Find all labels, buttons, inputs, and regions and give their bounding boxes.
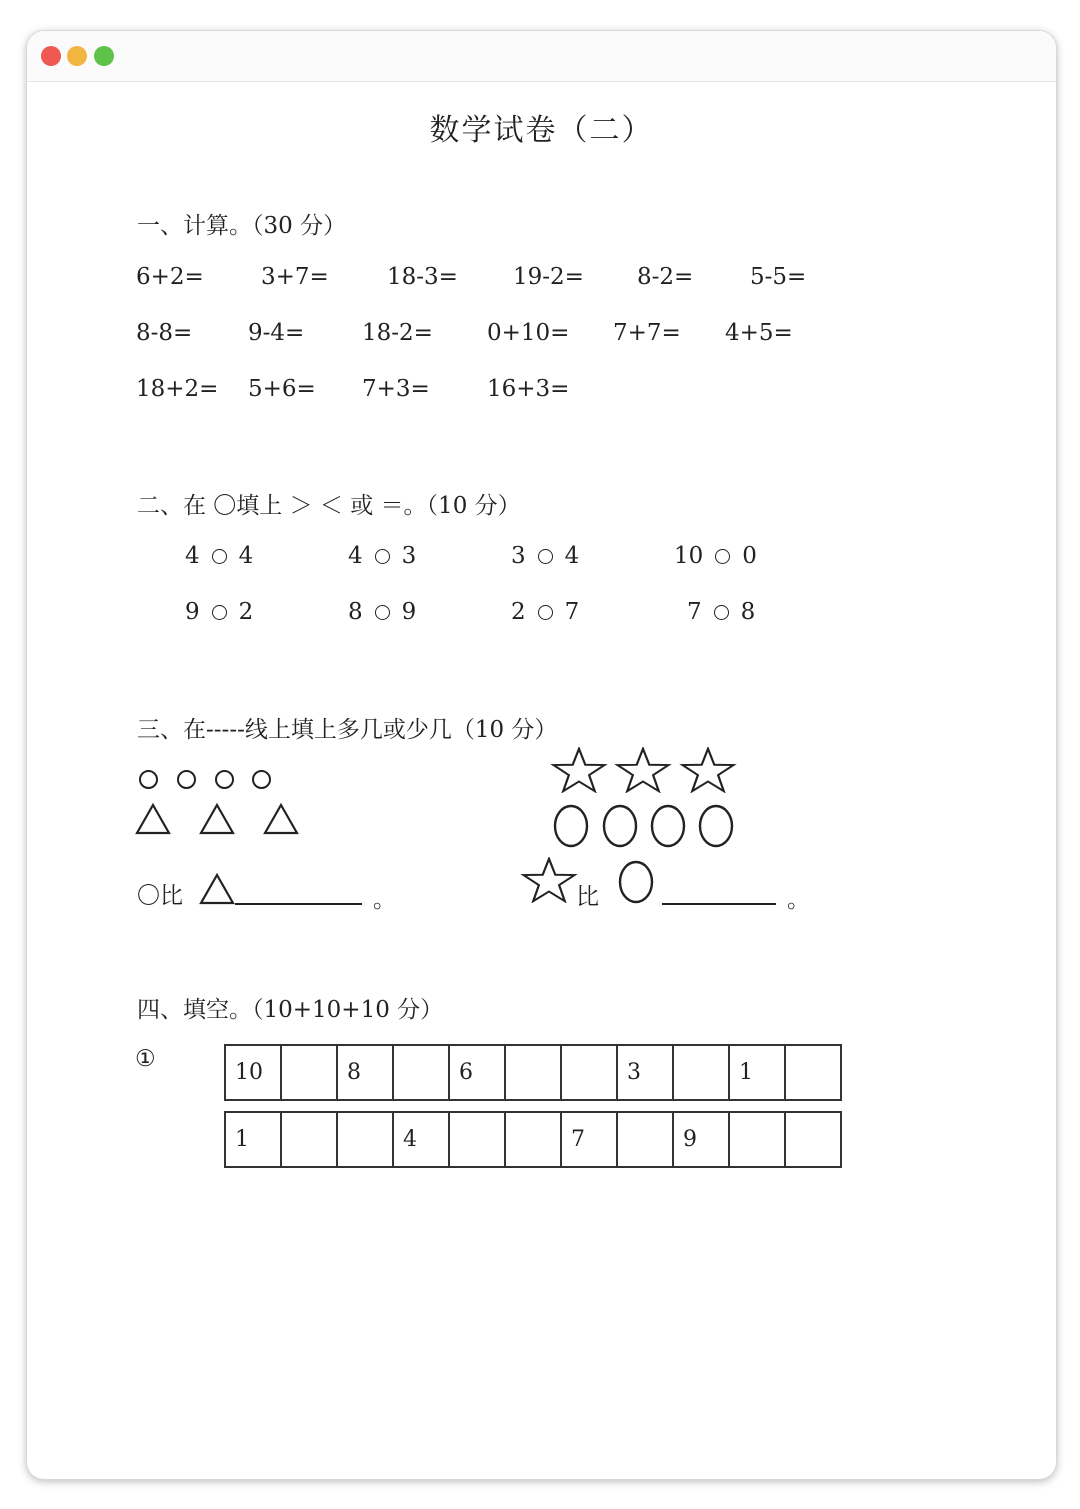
circle-icon [215,770,234,789]
expression: 3+7= [261,264,329,290]
comparison-item [687,599,755,625]
comparison-item [348,599,416,625]
right-number: 8 [740,599,756,625]
expression: 0+10= [487,320,570,346]
answer-circle-icon[interactable] [212,549,227,564]
expression: 18-3= [387,264,458,290]
grid-cell[interactable] [729,1112,785,1167]
right-number: 9 [401,599,417,625]
left-number: 8 [348,599,363,625]
left-number: 7 [687,599,702,625]
grid-cell[interactable] [281,1112,337,1167]
period-mark: 。 [373,887,396,913]
right-number: 0 [742,543,757,569]
left-number: 9 [185,599,200,625]
expression: 9-4= [248,320,305,346]
comparison-item [511,543,579,569]
close-button[interactable] [41,46,61,66]
comparison-item [674,543,757,569]
zoom-button[interactable] [94,46,114,66]
expression: 4+5= [725,320,793,346]
oval-icon [552,803,590,849]
right-number: 4 [238,543,254,569]
expression: 6+2= [136,264,204,290]
grid-cell[interactable] [617,1112,673,1167]
answer-circle-icon[interactable] [715,549,730,564]
grid-cell[interactable] [561,1045,617,1100]
star-icon [520,857,578,903]
grid-cell: 1 [729,1045,785,1100]
window-titlebar [27,31,1056,82]
star-icon [550,747,608,793]
comparison-item [185,543,253,569]
document-window [26,30,1057,1480]
right-number: 3 [401,543,417,569]
expression: 16+3= [487,376,570,402]
answer-blank[interactable] [235,903,362,905]
number-grid-row-1 [224,1044,842,1101]
grid-cell: 3 [617,1045,673,1100]
grid-cell[interactable] [505,1045,561,1100]
expression: 18-2= [362,320,433,346]
item-marker: ① [135,1046,156,1072]
grid-cell: 1 [225,1112,281,1167]
answer-circle-icon[interactable] [375,605,390,620]
answer-circle-icon[interactable] [538,549,553,564]
answer-circle-icon[interactable] [212,605,227,620]
oval-icon [697,803,735,849]
left-number: 10 [674,543,704,569]
expression: 18+2= [136,376,219,402]
left-number: 2 [511,599,526,625]
comparison-item [185,599,253,625]
grid-cell[interactable] [449,1112,505,1167]
star-icon [614,747,672,793]
grid-cell[interactable] [785,1045,841,1100]
expression: 7+7= [613,320,681,346]
comparison-item [511,599,579,625]
expression: 5-5= [750,264,807,290]
star-icon [679,747,737,793]
grid-cell[interactable] [673,1045,729,1100]
grid-cell: 7 [561,1112,617,1167]
oval-icon [649,803,687,849]
left-number: 4 [348,543,363,569]
right-number: 7 [564,599,580,625]
triangle-icon [199,873,235,905]
compare-word: 比 [576,884,599,910]
number-grid-row-2 [224,1111,842,1168]
grid-cell: 8 [337,1045,393,1100]
oval-icon [601,803,639,849]
grid-cell[interactable] [505,1112,561,1167]
compare-prefix: 〇比 [137,883,183,909]
comparison-item [348,543,416,569]
grid-cell: 4 [393,1112,449,1167]
expression: 7+3= [362,376,430,402]
oval-icon [617,859,655,905]
answer-circle-icon[interactable] [538,605,553,620]
triangle-icon [263,803,299,835]
expression: 8-2= [637,264,694,290]
triangle-icon [199,803,235,835]
section-1-heading: 一、计算。（30 分） [137,213,347,239]
minimize-button[interactable] [67,46,87,66]
circle-icon [252,770,271,789]
expression: 19-2= [513,264,584,290]
grid-cell[interactable] [337,1112,393,1167]
grid-cell: 9 [673,1112,729,1167]
grid-cell: 10 [225,1045,281,1100]
section-3-heading: 三、在-----线上填上多几或少几（10 分） [137,717,558,743]
left-number: 3 [511,543,526,569]
answer-circle-icon[interactable] [375,549,390,564]
triangle-icon [135,803,171,835]
circle-icon [177,770,196,789]
section-4-heading: 四、填空。（10+10+10 分） [137,997,444,1023]
circle-icon [139,770,158,789]
grid-cell[interactable] [281,1045,337,1100]
grid-cell[interactable] [785,1112,841,1167]
grid-cell[interactable] [393,1045,449,1100]
right-number: 2 [238,599,254,625]
section-2-heading: 二、在 〇填上 ＞ ＜ 或 ＝。（10 分） [137,493,521,519]
left-number: 4 [185,543,200,569]
answer-circle-icon[interactable] [714,605,729,620]
grid-cell: 6 [449,1045,505,1100]
right-number: 4 [564,543,580,569]
answer-blank[interactable] [662,903,776,905]
expression: 5+6= [248,376,316,402]
page-title: 数学试卷（二） [429,113,654,148]
expression: 8-8= [136,320,193,346]
period-mark: 。 [787,887,810,913]
